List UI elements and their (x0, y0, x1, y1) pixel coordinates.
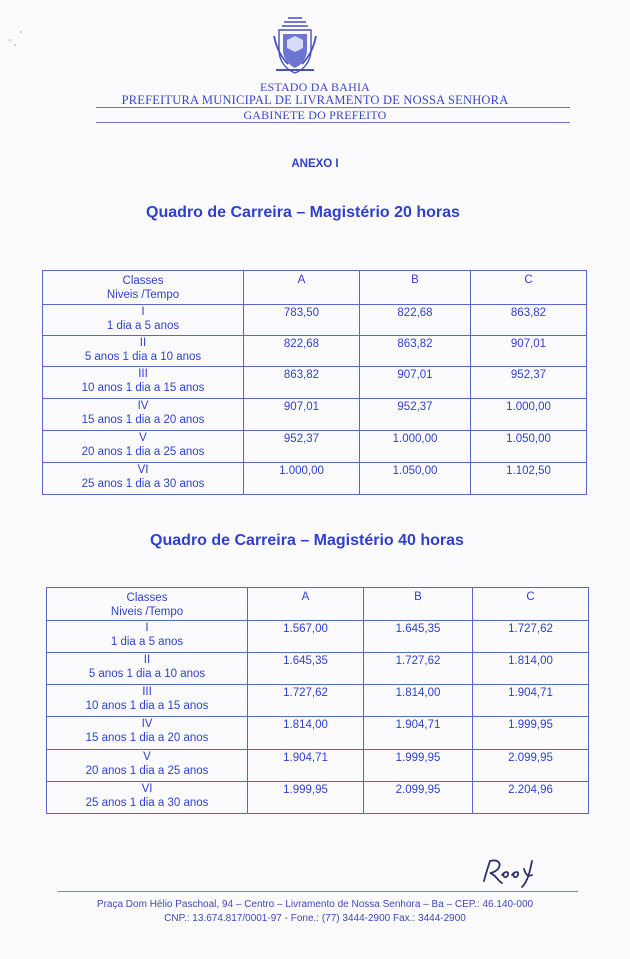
level-label: II (143, 654, 151, 666)
level-range: 15 anos 1 dia a 20 anos (81, 414, 205, 426)
value-a-text: 1.814,00 (283, 719, 328, 731)
career-table-40h (46, 587, 589, 814)
value-c (471, 431, 587, 463)
value-a-text: 1.999,95 (283, 784, 328, 796)
value-b (360, 399, 471, 431)
value-c (471, 367, 587, 399)
value-c (471, 336, 587, 367)
level-range: 15 anos 1 dia a 20 anos (85, 732, 209, 744)
value-a-text: 907,01 (283, 401, 320, 413)
level-label: VI (137, 464, 149, 476)
value-a (244, 463, 360, 495)
table-row (43, 463, 587, 495)
value-c-text: 1.727,62 (508, 623, 553, 635)
header-classes-cell (43, 271, 244, 305)
value-b (364, 717, 473, 750)
value-c-text: 1.904,71 (508, 687, 553, 699)
header-levels: Niveis /Tempo (106, 289, 180, 301)
level-range: 5 anos 1 dia a 10 anos (84, 351, 202, 363)
header-col-c: C (473, 588, 589, 621)
value-b-text: 822,68 (397, 307, 433, 319)
value-b (360, 367, 471, 399)
value-a-text: 1.727,62 (283, 687, 328, 699)
value-b (360, 305, 471, 336)
value-a-text: 1.567,00 (283, 623, 328, 635)
value-c (473, 653, 589, 685)
header-levels: Niveis /Tempo (110, 606, 184, 618)
letterhead-office: GABINETE DO PREFEITO (243, 108, 387, 122)
value-a (248, 717, 364, 750)
level-cell (43, 399, 244, 431)
header-col-a: A (248, 588, 364, 621)
value-a-text: 863,82 (283, 369, 320, 381)
value-a (244, 305, 360, 336)
value-c (471, 399, 587, 431)
level-label: III (138, 368, 148, 380)
value-b (360, 463, 471, 495)
level-range: 20 anos 1 dia a 25 anos (85, 765, 209, 777)
value-a-text: 952,37 (283, 433, 320, 445)
level-range: 1 dia a 5 anos (110, 636, 184, 648)
level-range: 1 dia a 5 anos (106, 320, 180, 332)
value-c (473, 750, 589, 782)
level-cell (43, 431, 244, 463)
value-b (364, 782, 473, 814)
table-row (47, 653, 589, 685)
value-b (364, 621, 473, 653)
level-label: I (141, 306, 145, 318)
header-classes-cell (47, 588, 248, 621)
letterhead-state: ESTADO DA BAHIA (259, 80, 371, 94)
value-a (244, 399, 360, 431)
level-cell (43, 463, 244, 495)
value-b-text: 863,82 (397, 338, 433, 350)
letterhead-rule (96, 122, 570, 123)
value-a (248, 750, 364, 782)
scan-speck (20, 31, 22, 33)
letterhead-prefecture: PREFEITURA MUNICIPAL DE LIVRAMENTO DE NOSSA SENHORA (121, 93, 509, 107)
value-c-text: 1.999,95 (508, 719, 553, 731)
value-c (473, 685, 589, 717)
level-range: 10 anos 1 dia a 15 anos (81, 382, 205, 394)
value-c (471, 305, 587, 336)
header-classes: Classes (126, 592, 168, 604)
value-b-text: 1.904,71 (395, 719, 441, 731)
table-title-40h: Quadro de Carreira – Magistério 40 horas (150, 532, 464, 549)
value-c-text: 1.814,00 (508, 655, 553, 667)
level-cell (43, 305, 244, 336)
level-cell (47, 750, 248, 782)
table-row (47, 782, 589, 814)
level-label: III (142, 686, 152, 698)
value-b-text: 2.099,95 (395, 784, 441, 796)
level-cell (47, 782, 248, 814)
table-row (47, 717, 589, 750)
value-c-text: 1.000,00 (506, 401, 551, 413)
header-col-c: C (471, 271, 587, 305)
table-row (47, 685, 589, 717)
value-c-text: 907,01 (510, 338, 547, 350)
value-b-text: 907,01 (397, 369, 433, 381)
value-c-text: 952,37 (510, 369, 547, 381)
career-table-20h (42, 270, 587, 495)
value-b-text: 1.050,00 (392, 465, 438, 477)
value-b-text: 1.000,00 (392, 433, 438, 445)
value-a (244, 336, 360, 367)
level-label: IV (137, 400, 149, 412)
table-row (43, 367, 587, 399)
value-a (244, 431, 360, 463)
level-cell (47, 621, 248, 653)
value-c (473, 621, 589, 653)
level-range: 5 anos 1 dia a 10 anos (88, 668, 206, 680)
table-header-row (43, 271, 587, 305)
value-c (473, 782, 589, 814)
level-label: I (145, 622, 149, 634)
value-a-text: 1.645,35 (283, 655, 328, 667)
value-c-text: 2.204,96 (508, 784, 553, 796)
value-a (244, 367, 360, 399)
level-label: V (143, 751, 151, 763)
annex-label: ANEXO I (291, 158, 339, 170)
value-c-text: 1.102,50 (506, 465, 551, 477)
table-row (47, 750, 589, 782)
level-range: 25 anos 1 dia a 30 anos (85, 797, 209, 809)
municipal-coat-of-arms (270, 14, 320, 76)
level-cell (47, 685, 248, 717)
table-row (43, 336, 587, 367)
level-label: IV (141, 718, 153, 730)
level-range: 10 anos 1 dia a 15 anos (85, 700, 209, 712)
level-label: VI (141, 783, 153, 795)
level-cell (47, 717, 248, 750)
table-row (43, 399, 587, 431)
header-col-b: B (364, 588, 473, 621)
value-a-text: 783,50 (283, 307, 320, 319)
table-header-row (47, 588, 589, 621)
level-label: V (139, 432, 147, 444)
value-b-text: 1.645,35 (395, 623, 441, 635)
scan-speck (14, 44, 16, 46)
value-a-text: 822,68 (283, 338, 320, 350)
scan-speck (9, 39, 11, 41)
table-row (43, 305, 587, 336)
level-cell (43, 336, 244, 367)
value-b (364, 750, 473, 782)
value-b-text: 952,37 (397, 401, 433, 413)
header-classes: Classes (122, 275, 164, 287)
footer-contacts: CNP.: 13.674.817/0001-97 - Fone.: (77) 3444-2900 Fax.: 3444-2900 (164, 913, 466, 924)
value-b (364, 685, 473, 717)
level-range: 20 anos 1 dia a 25 anos (81, 446, 205, 458)
table-row (47, 621, 589, 653)
value-c (473, 717, 589, 750)
value-c-text: 1.050,00 (506, 433, 551, 445)
footer-rule (58, 891, 578, 892)
header-col-b: B (360, 271, 471, 305)
value-c (471, 463, 587, 495)
value-a (248, 621, 364, 653)
value-b (360, 336, 471, 367)
value-a-text: 1.904,71 (283, 752, 328, 764)
value-b (364, 653, 473, 685)
value-c-text: 2.099,95 (508, 752, 553, 764)
footer-address: Praça Dom Hélio Paschoal, 94 – Centro – Livramento de Nossa Senhora – Ba – CEP.: 46.140-000 (96, 899, 534, 910)
value-a (248, 653, 364, 685)
value-b-text: 1.814,00 (395, 687, 441, 699)
level-cell (43, 367, 244, 399)
value-b-text: 1.999,95 (395, 752, 441, 764)
value-a (248, 782, 364, 814)
value-c-text: 863,82 (510, 307, 547, 319)
value-a-text: 1.000,00 (279, 465, 324, 477)
handwritten-signature (480, 855, 550, 891)
level-label: II (139, 337, 147, 349)
header-col-a: A (244, 271, 360, 305)
value-b-text: 1.727,62 (395, 655, 441, 667)
level-cell (47, 653, 248, 685)
value-b (360, 431, 471, 463)
value-a (248, 685, 364, 717)
table-title-20h: Quadro de Carreira – Magistério 20 horas (146, 204, 460, 221)
table-row (43, 431, 587, 463)
level-range: 25 anos 1 dia a 30 anos (81, 478, 205, 490)
